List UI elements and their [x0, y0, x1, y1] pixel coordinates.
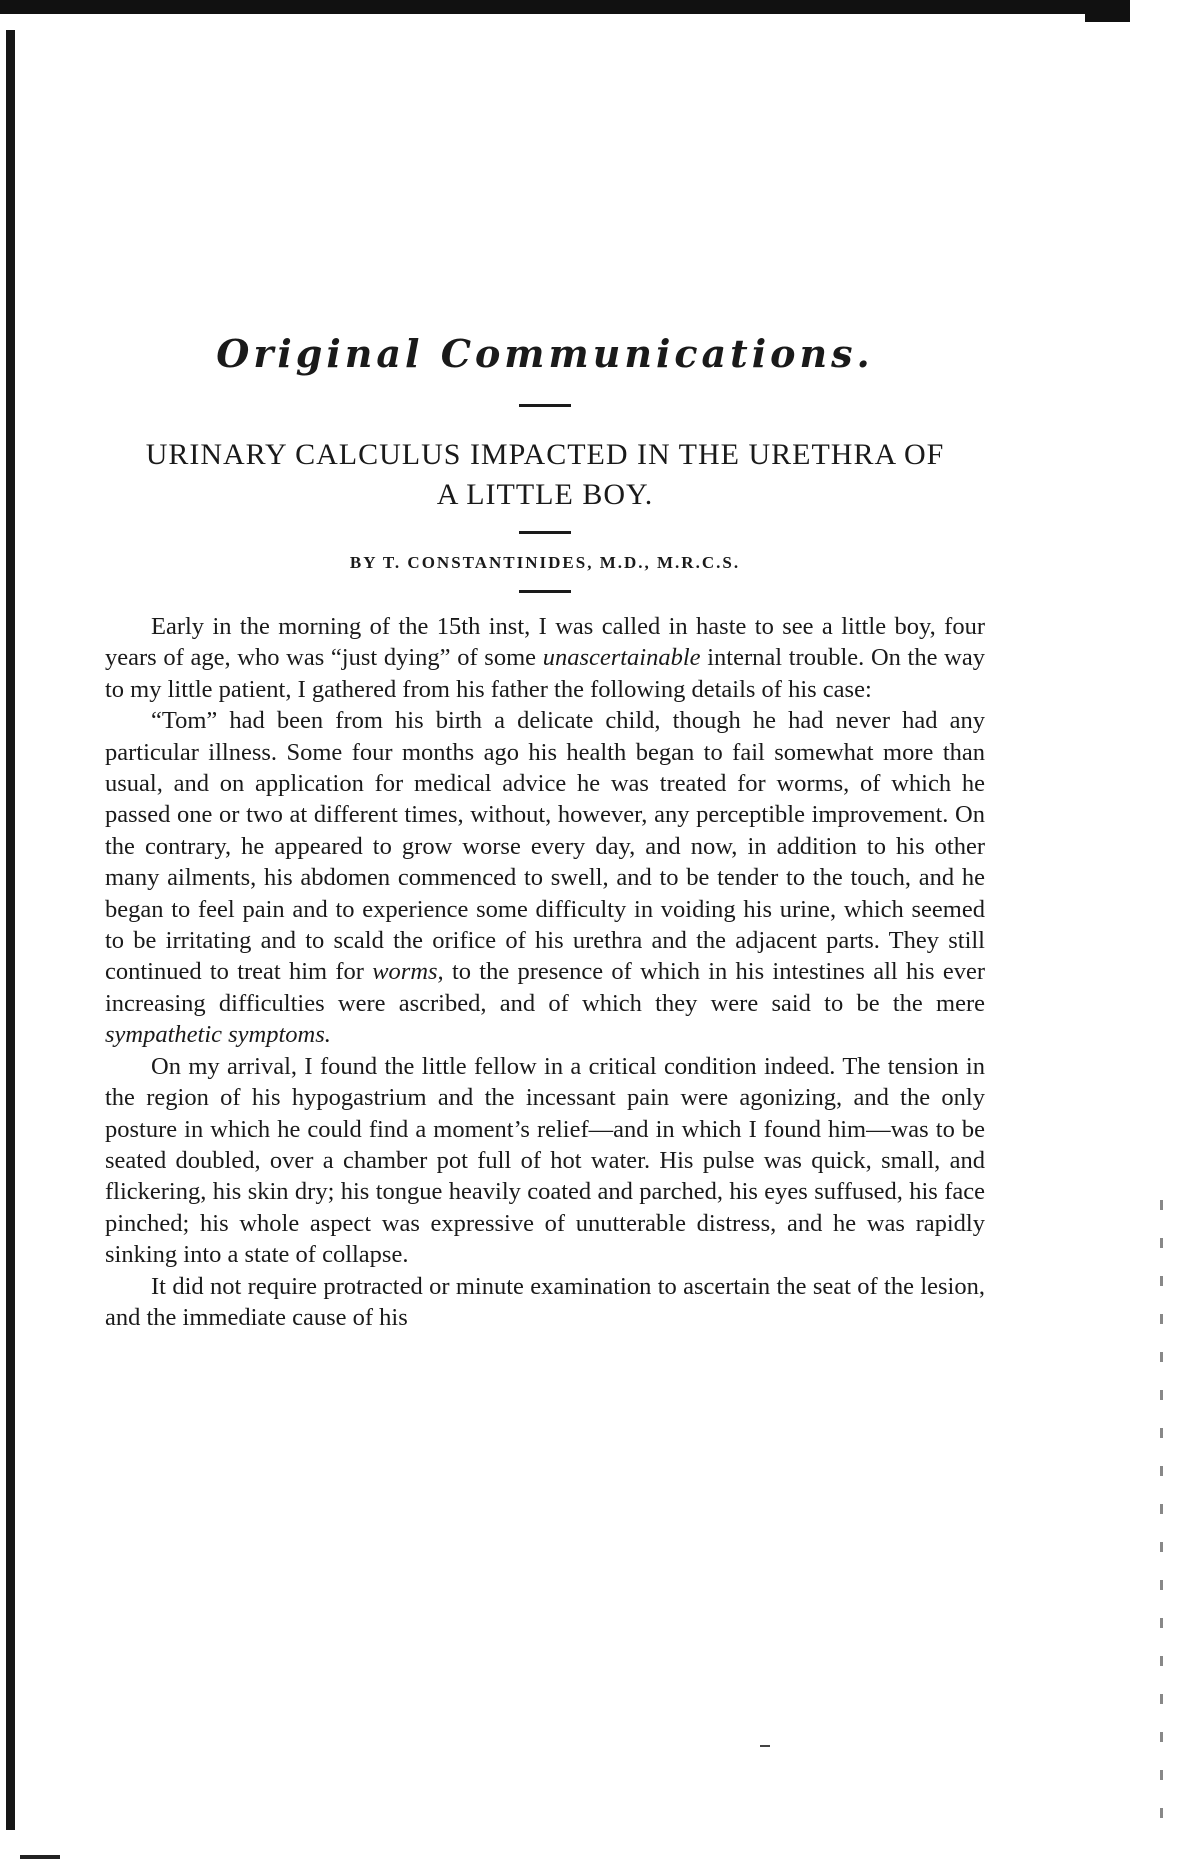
- page-text: [105, 330, 985, 1333]
- scan-mark: [760, 1745, 770, 1747]
- paragraph-4: It did not require protracted or minute examination to ascertain the seat of the lesion, and the immediate cause of his: [105, 1272, 985, 1331]
- paragraph-1-emphasis: unascertainable: [542, 644, 701, 672]
- paragraph-2-text-b: to the presence of which in his intestines all his ever increasing difficulties were ascribed, and of which they were said to be the mere: [105, 958, 985, 1017]
- byline: BY T. CONSTANTINIDES, M.D., M.R.C.S.: [349, 553, 741, 572]
- title-divider: [519, 531, 571, 534]
- scan-left-border: [6, 30, 15, 1830]
- scan-left-border-foot: [20, 1855, 60, 1859]
- paragraph-1: [105, 611, 985, 705]
- paragraph-2-emphasis-1: worms,: [372, 958, 444, 986]
- article-title-line-2: A LITTLE BOY.: [436, 478, 654, 511]
- scan-top-border-end: [1085, 0, 1130, 22]
- paragraph-1-text-a: Early in the morning of the 15th inst, I was called in haste to see a little boy, four years of age, who was “just dying” of some: [105, 613, 985, 672]
- paragraph-3: On my arrival, I found the little fellow in a critical condition indeed. The tension in the region of his hypogastrium and the incessant pain were agonizing, and the only posture in which he could find a moment’s relief—and in which I found him—was to be seated doubled, over a chamber pot full of hot water. His pulse was quick, small, and flickering, his skin dry; his tongue heavily coated and parched, his eyes suffused, his face pinched; his whole aspect was expressive of unutterable distress, and he was rapidly sinking into a state of collapse.: [105, 1052, 985, 1269]
- paragraph-1-text-b: internal trouble. On the way to my little patient, I gathered from his father the following details of his case:: [105, 644, 985, 703]
- scan-right-specks: [1160, 1200, 1163, 1820]
- heading-divider: [519, 404, 571, 407]
- paragraph-2: [105, 705, 985, 1050]
- byline-divider: [519, 590, 571, 593]
- article-title: [105, 435, 985, 515]
- paragraph-2-text-a: “Tom” had been from his birth a delicate child, though he had never had any particular illness. Some four months ago his health began to fail somewhat more than usual, and on application for medical advice he was treated for worms, of which he passed one or two at different times, without, however, any perceptible improvement. On the contrary, he appeared to grow worse every day, and now, in addition to his other many ailments, his abdomen commenced to swell, and to be tender to the touch, and he began to feel pain and to experience some difficulty in voiding his urine, which seemed to be irritating and to scald the orifice of his urethra and the adjacent parts. They still continued to treat him for: [105, 707, 985, 986]
- paragraph-2-emphasis-2: sympathetic symptoms.: [105, 1021, 331, 1049]
- section-heading: Original Communications.: [216, 331, 874, 376]
- scan-top-border: [0, 0, 1130, 14]
- article-title-line-1: URINARY CALCULUS IMPACTED IN THE URETHRA OF: [145, 438, 945, 471]
